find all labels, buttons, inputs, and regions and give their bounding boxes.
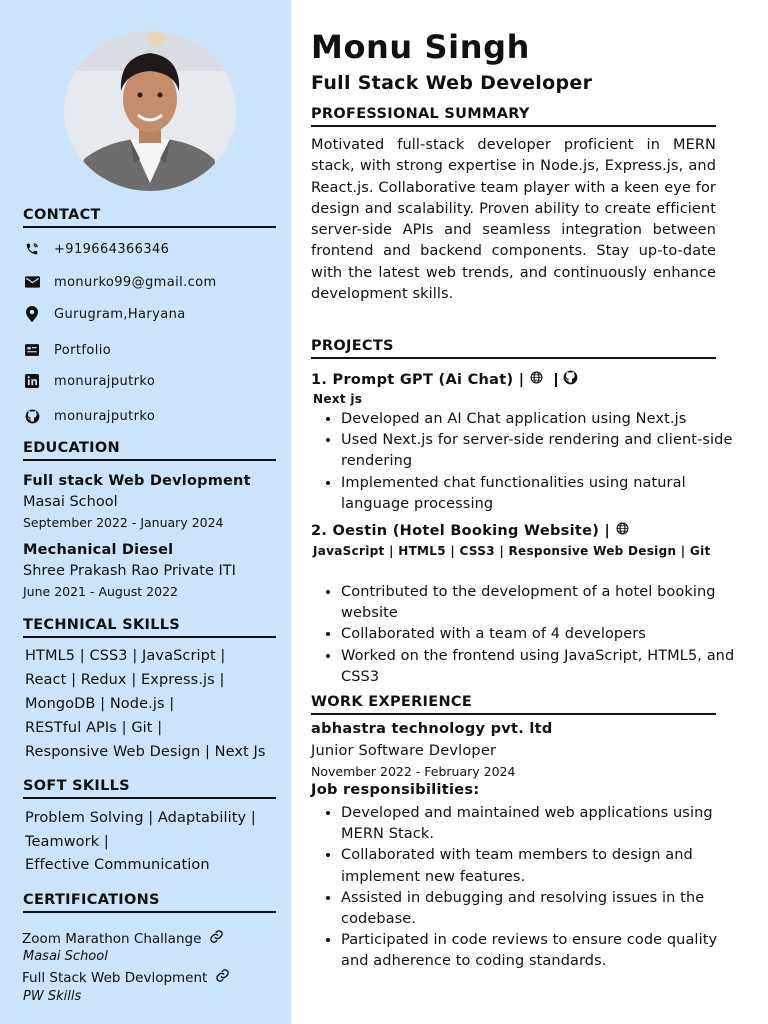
list-item: • Worked on the frontend using JavaScript, HTML5, and CSS3 [341, 646, 746, 688]
contact-github[interactable] [23, 405, 156, 427]
phone-icon [23, 240, 41, 258]
phone-text: +919664366346 [54, 241, 170, 257]
summary-heading: PROFESSIONAL SUMMARY [311, 106, 716, 127]
contact-phone[interactable] [23, 238, 170, 260]
project-name: 1. Prompt GPT (Ai Chat) | [311, 371, 525, 388]
certification-name[interactable] [22, 929, 224, 948]
link-icon[interactable] [215, 968, 230, 987]
soft-skill-line: Teamwork | [25, 834, 109, 850]
project-bullets [311, 582, 746, 688]
certification-org: Masai School [23, 949, 108, 964]
projects-heading: PROJECTS [311, 338, 716, 359]
certifications-heading: CERTIFICATIONS [23, 892, 276, 913]
project-title [311, 522, 629, 539]
email-text: monurko99@gmail.com [54, 274, 217, 290]
link-icon[interactable] [209, 929, 224, 948]
globe-icon[interactable] [530, 371, 543, 388]
location-text: Gurugram,Haryana [54, 306, 186, 322]
envelope-icon [23, 273, 41, 291]
project-bullets [311, 409, 746, 515]
list-item: • Collaborated with team members to design and implement new features. [341, 845, 746, 887]
job-bullets [311, 803, 746, 973]
candidate-name: Monu Singh [311, 28, 531, 66]
education-degree: Mechanical Diesel [23, 542, 174, 558]
id-card-icon [23, 341, 41, 359]
soft-skills-heading: SOFT SKILLS [23, 778, 276, 799]
list-item: • Implemented chat functionalities using natural language processing [341, 473, 746, 515]
skill-line: Responsive Web Design | Next Js [25, 744, 266, 760]
certification-org: PW Skills [23, 989, 82, 1004]
education-dates: September 2022 - January 2024 [23, 515, 224, 530]
linkedin-icon [23, 372, 41, 390]
project-tech: JavaScript | HTML5 | CSS3 | Responsive Web Design | Git [313, 544, 711, 558]
contact-email[interactable] [23, 271, 217, 293]
technical-skills-heading: TECHNICAL SKILLS [23, 617, 276, 638]
contact-portfolio[interactable] [23, 339, 112, 361]
list-item: • Developed an AI Chat application using Next.js [341, 409, 746, 430]
skill-line: MongoDB | Node.js | [25, 696, 175, 712]
soft-skill-line: Effective Communication [25, 857, 210, 873]
job-role: Junior Software Devloper [311, 743, 497, 759]
contact-linkedin[interactable] [23, 370, 156, 392]
profile-photo [64, 31, 236, 191]
list-item: • Contributed to the development of a hotel booking website [341, 582, 746, 624]
github-text: monurajputrko [54, 408, 156, 424]
education-degree: Full stack Web Devlopment [23, 473, 251, 489]
education-institution: Masai School [23, 494, 118, 510]
map-pin-icon [23, 305, 41, 323]
work-experience-heading: WORK EXPERIENCE [311, 694, 716, 715]
globe-icon[interactable] [616, 522, 629, 539]
summary-text: Motivated full-stack developer proficient in MERN stack, with strong expertise in Node.js, Express.js, and React.js. Collaborative team player with a keen eye for design and scalability. Proven ability to create efficient server-side APIs and seamless integration between frontend and backend components. Stay up-to-date with the latest web trends, and continuously enhance development skills. [311, 137, 716, 303]
certification-title: Zoom Marathon Challange [22, 930, 202, 947]
candidate-role: Full Stack Web Developer [311, 72, 593, 94]
github-icon[interactable] [563, 370, 578, 389]
education-institution: Shree Prakash Rao Private ITI [23, 563, 236, 579]
list-item: • Developed and maintained web applications using MERN Stack. [341, 803, 746, 845]
portfolio-link: Portfolio [54, 342, 112, 358]
skill-line: HTML5 | CSS3 | JavaScript | [25, 648, 226, 664]
project-name: 2. Oestin (Hotel Booking Website) | [311, 522, 611, 539]
certification-title: Full Stack Web Devlopment [22, 969, 208, 986]
skill-line: React | Redux | Express.js | [25, 672, 225, 688]
skill-line: RESTful APIs | Git | [25, 720, 163, 736]
job-company: abhastra technology pvt. ltd [311, 721, 553, 737]
list-item: • Collaborated with a team of 4 developers [341, 624, 746, 645]
project-tech: Next js [313, 392, 363, 406]
github-icon [23, 407, 41, 425]
job-dates: November 2022 - February 2024 [311, 764, 516, 779]
contact-heading: CONTACT [23, 207, 276, 228]
list-item: • Participated in code reviews to ensure code quality and adherence to coding standards. [341, 930, 746, 972]
list-item: • Used Next.js for server-side rendering and client-side rendering [341, 430, 746, 472]
certification-name[interactable] [22, 968, 230, 987]
project-title [311, 370, 578, 389]
soft-skill-line: Problem Solving | Adaptability | [25, 810, 256, 826]
contact-location [23, 303, 186, 325]
separator [555, 373, 557, 387]
job-responsibilities-label: Job responsibilities: [311, 782, 480, 798]
linkedin-text: monurajputrko [54, 373, 156, 389]
education-heading: EDUCATION [23, 440, 276, 461]
sidebar [0, 0, 291, 1024]
list-item: • Assisted in debugging and resolving issues in the codebase. [341, 888, 746, 930]
education-dates: June 2021 - August 2022 [23, 584, 178, 599]
